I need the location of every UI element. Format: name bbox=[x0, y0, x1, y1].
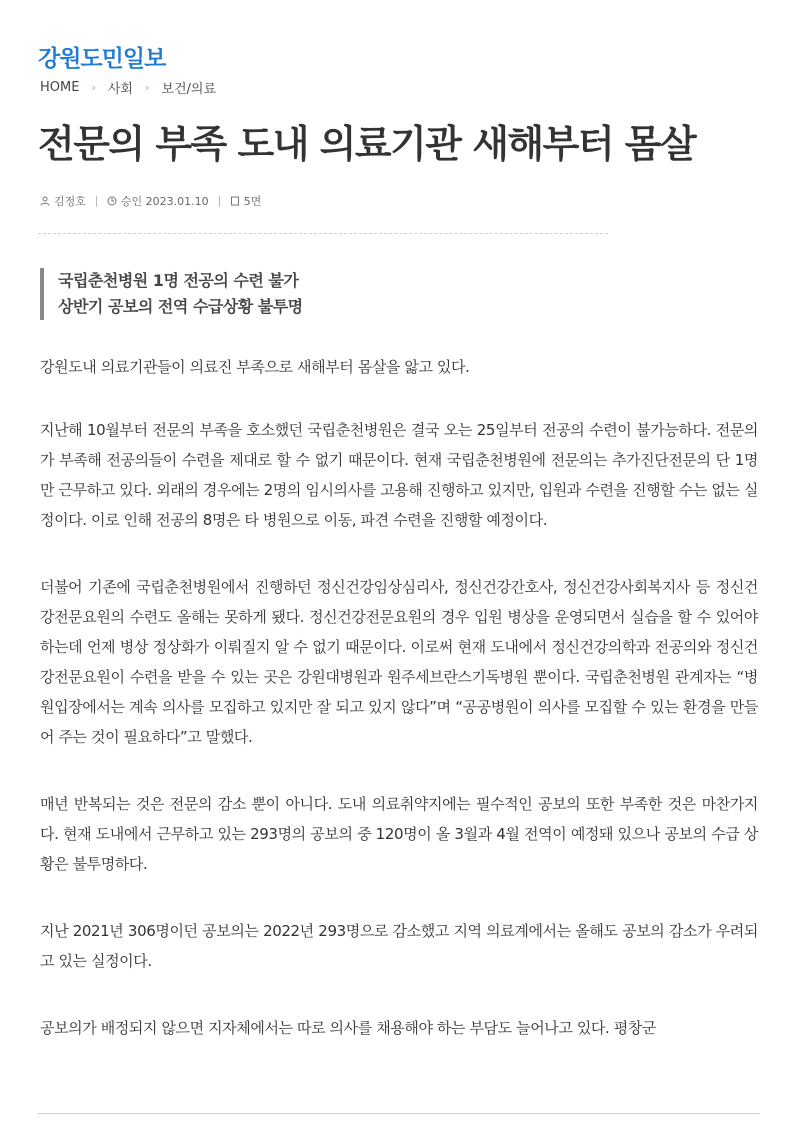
paragraph: 강원도내 의료기관들이 의료진 부족으로 새해부터 몸살을 앓고 있다. bbox=[40, 358, 470, 376]
author-name: 김정호 bbox=[54, 195, 86, 208]
breadcrumb-home[interactable]: HOME bbox=[40, 80, 80, 95]
article-title: 전문의 부족 도내 의료기관 새해부터 몸살 bbox=[38, 122, 696, 166]
chevron-right-icon: › bbox=[91, 81, 96, 94]
meta-divider bbox=[96, 196, 97, 207]
approval-date: 승인 2023.01.10 bbox=[120, 195, 209, 208]
paragraph: 지난 2021년 306명이던 공보의는 2022년 293명으로 감소했고 지역 의료계에서는 올해도 공보의 감소가 우려되고 있는 실정이다. bbox=[40, 922, 758, 970]
chevron-right-icon: › bbox=[144, 81, 150, 94]
page-number: 5면 bbox=[243, 195, 262, 208]
meta-divider bbox=[219, 196, 220, 207]
article-subheads bbox=[40, 268, 303, 320]
breadcrumb-society[interactable]: 사회 bbox=[107, 82, 133, 97]
breadcrumb bbox=[40, 78, 216, 97]
paragraph: 더불어 기존에 국립춘천병원에서 진행하던 정신건강임상심리사, 정신건강간호사, 정신건강사회복지사 등 정신건강전문요원의 수련도 올해는 못하게 됐다. 정신건강전문요원의 경우 입원 병상을 운영되면서 실습을 할 수 있어야 하는데 언제 병상 정상화가 이뤄질지 알 수 없기 때문이다. 이로써 현재 도내에서 정신건강의학과 전공의와 정신건강전문요원이 수련을 받을 수 있는 곳은 강원대병원과 원주세브란스기독병원 뿐이다. 국립춘천병원 관계자는 “병원입장에서는 계속 의사를 모집하고 있지만 잘 되고 있지 않다”며 “공공병원이 의사를 모집할 수 있는 환경을 만들어 주는 것이 필요하다”고 말했다. bbox=[40, 578, 758, 746]
approval-info bbox=[107, 193, 209, 209]
paragraph: 공보의가 배정되지 않으면 지자체에서는 따로 의사를 채용해야 하는 부담도 늘어나고 있다. 평창군 bbox=[40, 1019, 657, 1037]
page-icon bbox=[230, 196, 240, 206]
article-meta bbox=[40, 193, 261, 209]
paragraph: 지난해 10월부터 전문의 부족을 호소했던 국립춘천병원은 결국 오는 25일부터 전공의 수련이 불가능하다. 전문의가 부족해 전공의들이 수련을 제대로 할 수 없기 때문이다. 현재 국립춘천병원에 전문의는 추가진단전문의 단 1명만 근무하고 있다. 외래의 경우에는 2명의 임시의사를 고용해 진행하고 있지만, 입원과 수련을 진행할 수는 없는 실정이다. 이로 인해 전공의 8명은 타 병원으로 이동, 파견 수련을 진행할 예정이다. bbox=[40, 421, 758, 529]
page-info bbox=[230, 193, 262, 209]
subhead: 상반기 공보의 전역 수급상황 불투명 bbox=[58, 297, 303, 316]
header-divider bbox=[38, 233, 608, 234]
breadcrumb-health[interactable]: 보건/의료 bbox=[161, 82, 217, 97]
paragraph: 매년 반복되는 것은 전문의 감소 뿐이 아니다. 도내 의료취약지에는 필수적인 공보의 또한 부족한 것은 마찬가지다. 현재 도내에서 근무하고 있는 293명의 공보의 중 120명이 올 3월과 4월 전역이 예정돼 있으나 공보의 수급 상황은 불투명하다. bbox=[40, 795, 758, 873]
author-info bbox=[40, 193, 86, 209]
article-body bbox=[40, 352, 758, 1080]
person-icon bbox=[40, 196, 50, 206]
site-logo[interactable]: 강원도민일보 bbox=[38, 46, 166, 72]
clock-icon bbox=[107, 196, 117, 206]
footer-divider bbox=[38, 1113, 760, 1114]
subhead: 국립춘천병원 1명 전공의 수련 불가 bbox=[58, 271, 299, 290]
